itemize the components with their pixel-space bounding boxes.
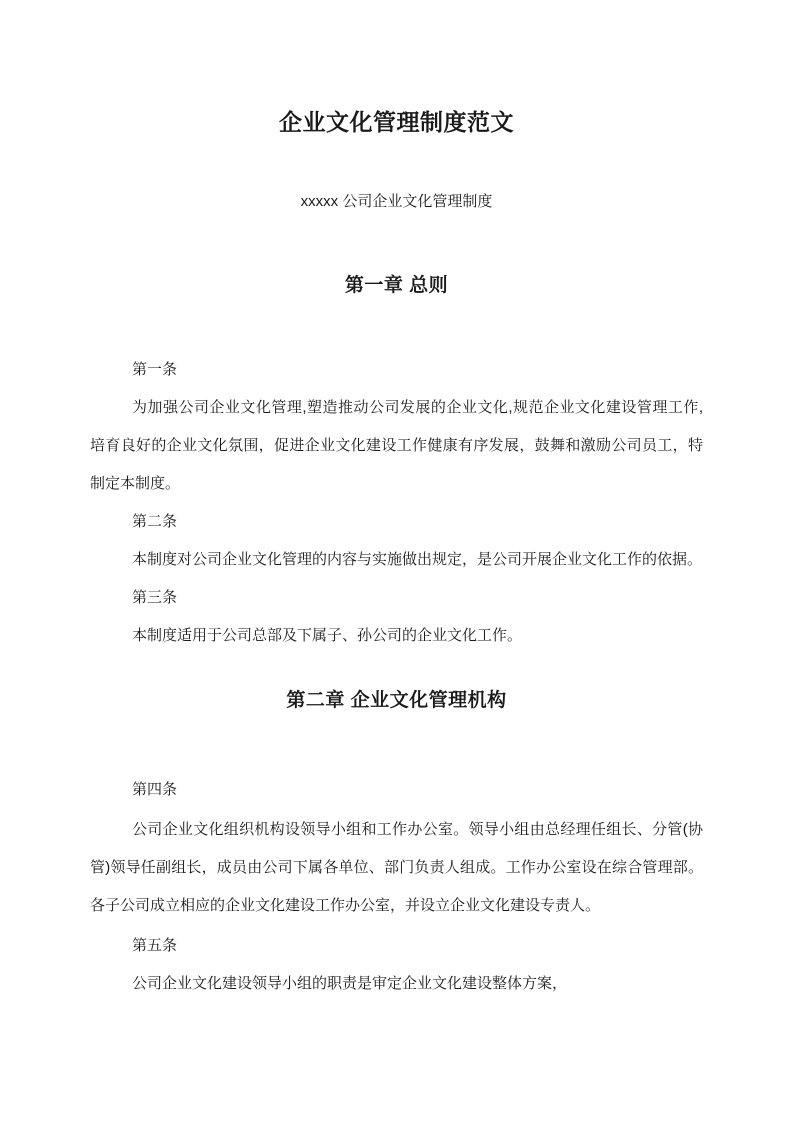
paragraph-line: 公司企业文化组织机构设领导小组和工作办公室。领导小组由总经理任组长、分管(协: [132, 821, 703, 838]
chapter2-heading: 第二章 企业文化管理机构: [286, 690, 507, 711]
paragraph-line: 本制度对公司企业文化管理的内容与实施做出规定，是公司开展企业文化工作的依据。: [132, 551, 703, 568]
paragraph-line: 各子公司成立相应的企业文化建设工作办公室，并设立企业文化建设专责人。: [90, 897, 601, 914]
paragraph-line: 制定本制度。: [90, 475, 181, 492]
paragraph-line: 管)领导任副组长，成员由公司下属各单位、部门负责人组成。工作办公室设在综合管理部。: [90, 859, 703, 876]
paragraph-line: 为加强公司企业文化管理,塑造推动公司发展的企业文化,规范企业文化建设管理工作,: [132, 399, 703, 416]
article2-label: 第二条: [132, 513, 178, 530]
article4-label: 第四条: [132, 781, 178, 798]
article3-label: 第三条: [132, 589, 178, 606]
doc-subtitle: xxxxx 公司企业文化管理制度: [300, 193, 493, 210]
chapter1-heading: 第一章 总则: [344, 275, 449, 296]
article5-label: 第五条: [132, 937, 178, 954]
paragraph-line: 本制度适用于公司总部及下属子、孙公司的企业文化工作。: [132, 627, 523, 644]
paragraph-line: 培育良好的企业文化氛围，促进企业文化建设工作健康有序发展，鼓舞和激励公司员工，特: [90, 437, 703, 454]
page-title: 企业文化管理制度范文: [279, 109, 514, 135]
paragraph-line: 公司企业文化建设领导小组的职责是审定企业文化建设整体方案，: [132, 975, 568, 992]
article1-label: 第一条: [132, 361, 178, 378]
